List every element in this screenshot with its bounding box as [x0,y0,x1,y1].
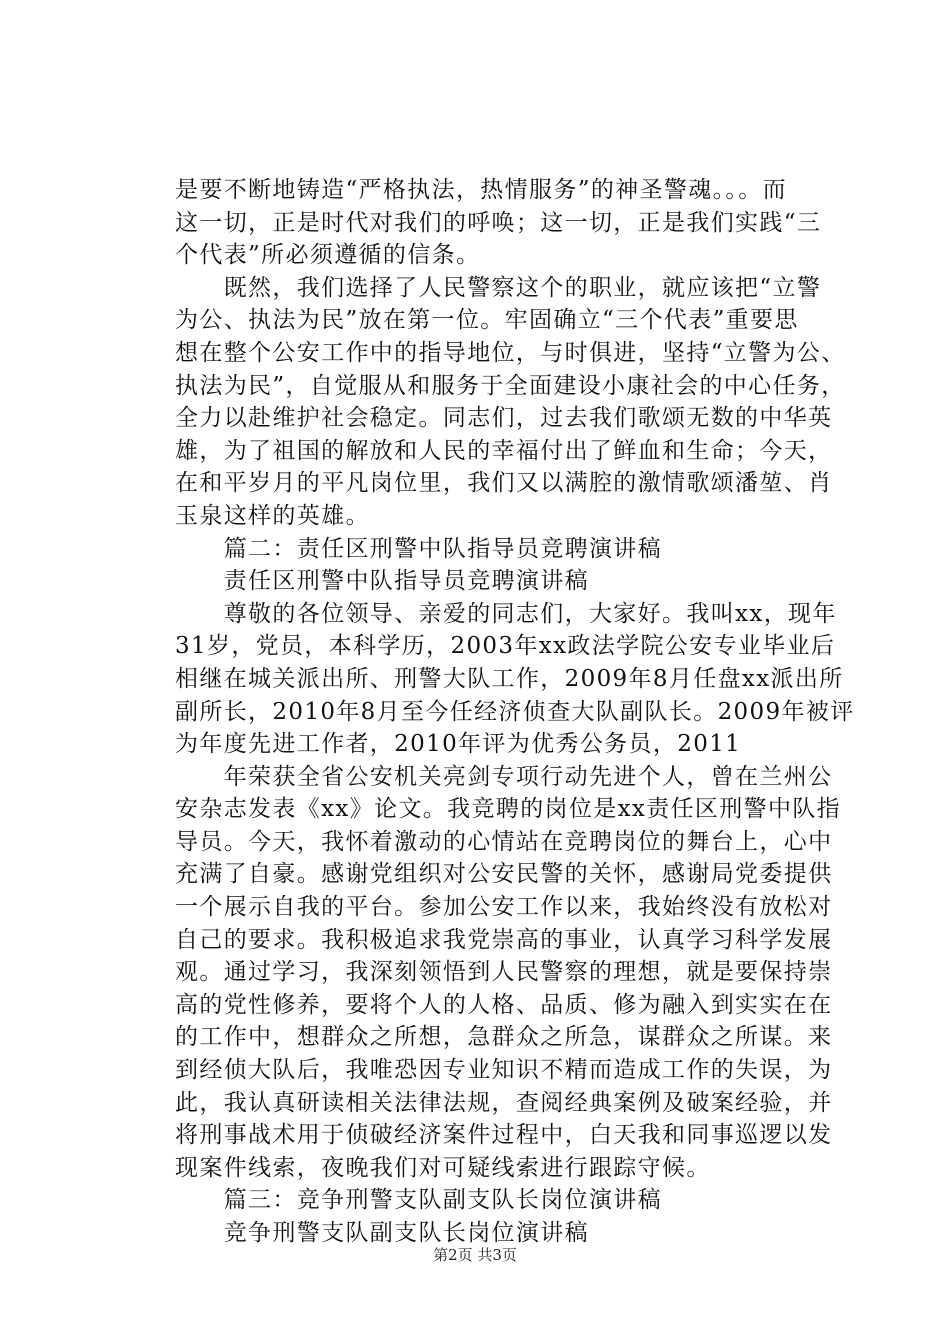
text-line: 年荣获全省公安机关亮剑专项行动先进个人，曾在兰州公 [175,763,833,790]
text-line: 尊敬的各位领导、亲爱的同志们，大家好。我叫xx，现年 [175,600,837,627]
text-line: 的工作中，想群众之所想，急群众之所急，谋群众之所谋。来 [175,1024,833,1051]
page-number-footer: 第2页 共3页 [433,1246,517,1264]
section-title: 竞争刑警支队副支队长岗位演讲稿 [175,1220,589,1246]
text-line: 到经侦大队后，我唯恐因专业知识不精而造成工作的失误，为 [175,1057,833,1084]
text-line: 想在整个公安工作中的指导地位，与时俱进，坚持“立警为公、 [175,339,846,366]
text-line: 副所长，2010年8月至今任经济侦查大队副队长。2009年被评 [175,698,855,725]
text-line: 这一切，正是时代对我们的呼唤；这一切，正是我们实践“三 [175,209,822,236]
text-line: 个代表”所必须遵循的信条。 [175,242,481,269]
text-line: 安杂志发表《xx》论文。我竞聘的岗位是xx责任区刑警中队指 [175,796,842,823]
text-line: 充满了自豪。感谢党组织对公安民警的关怀，感谢局党委提供 [175,861,833,888]
text-line: 为年度先进工作者，2010年评为优秀公务员，2011 [175,731,742,758]
text-line: 导员。今天，我怀着激动的心情站在竞聘岗位的舞台上，心中 [175,828,833,855]
text-line: 一个展示自我的平台。参加公安工作以来，我始终没有放松对 [175,894,833,921]
text-line: 玉泉这样的英雄。 [175,502,370,529]
text-line: 既然，我们选择了人民警察这个的职业，就应该把“立警 [175,274,822,301]
text-line: 现案件线索，夜晚我们对可疑线索进行跟踪守候。 [175,1154,711,1181]
section-heading: 篇三：竞争刑警支队副支队长岗位演讲稿 [175,1187,662,1214]
text-line: 全力以赴维护社会稳定。同志们，过去我们歌颂无数的中华英 [175,405,833,432]
text-line: 在和平岁月的平凡岗位里，我们又以满腔的激情歌颂潘堃、肖 [175,470,833,497]
text-line: 雄，为了祖国的解放和人民的幸福付出了鲜血和生命；今天， [175,437,833,464]
section-heading: 篇二：责任区刑警中队指导员竞聘演讲稿 [175,535,662,562]
text-line: 是要不断地铸造“严格执法，热情服务”的神圣警魂。。。而 [175,177,787,203]
text-line: 此，我认真研读相关法律法规，查阅经典案例及破案经验，并 [175,1089,833,1116]
section-title: 责任区刑警中队指导员竞聘演讲稿 [175,568,589,595]
document-body [175,174,855,1250]
text-line: 31岁，党员，本科学历，2003年xx政法学院公安专业毕业后 [175,633,836,660]
text-line: 将刑事战术用于侦破经济案件过程中，白天我和同事巡逻以发 [175,1122,833,1149]
text-line: 观。通过学习，我深刻领悟到人民警察的理想，就是要保持崇 [175,959,833,986]
text-line: 相继在城关派出所、刑警大队工作，2009年8月任盘xx派出所 [175,665,844,692]
text-line: 执法为民”，自觉服从和服务于全面建设小康社会的中心任务， [175,372,846,399]
text-line: 为公、执法为民”放在第一位。牢固确立“三个代表”重要思 [175,307,799,334]
text-line: 高的党性修养，要将个人的人格、品质、修为融入到实实在在 [175,991,833,1018]
text-line: 自己的要求。我积极追求我党崇高的事业，认真学习科学发展 [175,926,833,953]
